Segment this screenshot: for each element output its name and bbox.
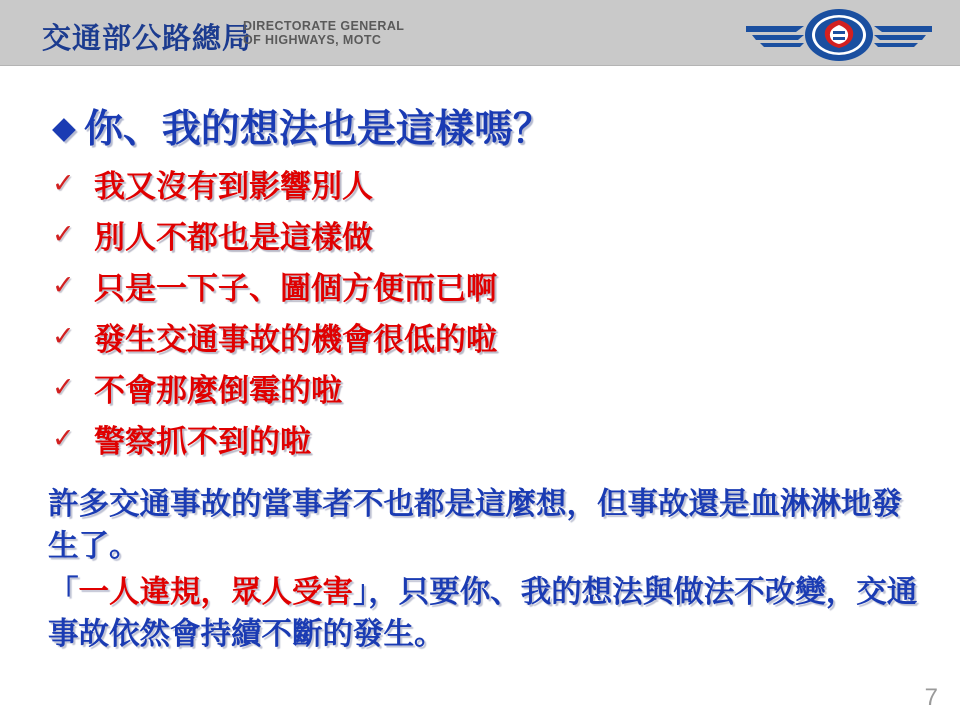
page-number: 7 <box>924 684 938 711</box>
check-icon: ✓ <box>52 372 75 403</box>
closing-paragraph-line2-rest: 」，只要你、我的想法與做法不改變，交通事故依然會持續不斷的發生。 <box>48 575 918 652</box>
list-item <box>52 311 912 362</box>
list-item <box>52 413 912 464</box>
check-icon: ✓ <box>52 219 75 250</box>
list-item-label: 別人不都也是這樣做 <box>94 220 373 256</box>
slide-header <box>0 0 960 66</box>
list-item <box>52 209 912 260</box>
closing-paragraph <box>48 484 926 656</box>
closing-paragraph-line2 <box>48 572 926 656</box>
organization-title-en-line2: OF HIGHWAYS, MOTC <box>243 33 382 47</box>
check-icon: ✓ <box>52 423 75 454</box>
slide-heading-text: 你、我的想法也是這樣嗎？ <box>83 107 552 152</box>
check-icon: ✓ <box>52 168 75 199</box>
list-item <box>52 260 912 311</box>
list-item <box>52 362 912 413</box>
list-item-label: 只是一下子、圖個方便而已啊 <box>94 271 497 307</box>
organization-title-en <box>243 19 404 47</box>
list-item-label: 發生交通事故的機會很低的啦 <box>94 322 497 358</box>
bullet-list <box>52 158 912 464</box>
highlight-phrase: 一人違規，眾人受害 <box>78 575 353 610</box>
slide-heading <box>52 98 552 154</box>
organization-title-en-line1: DIRECTORATE GENERAL <box>243 19 405 33</box>
quote-open: 「 <box>48 575 79 610</box>
highway-bureau-logo-icon <box>744 6 934 62</box>
list-item-label: 我又沒有到影響別人 <box>94 169 373 205</box>
slide-body <box>0 66 960 720</box>
list-item-label: 警察抓不到的啦 <box>94 424 311 460</box>
organization-title-zh: 交通部公路總局 <box>42 21 253 55</box>
list-item <box>52 158 912 209</box>
list-item-label: 不會那麼倒霉的啦 <box>94 373 342 409</box>
closing-paragraph-line1: 許多交通事故的當事者不也都是這麼想，但事故還是血淋淋地發生了。 <box>48 487 902 564</box>
check-icon: ✓ <box>52 270 75 301</box>
check-icon: ✓ <box>52 321 75 352</box>
diamond-bullet-icon: ◆ <box>52 110 76 146</box>
